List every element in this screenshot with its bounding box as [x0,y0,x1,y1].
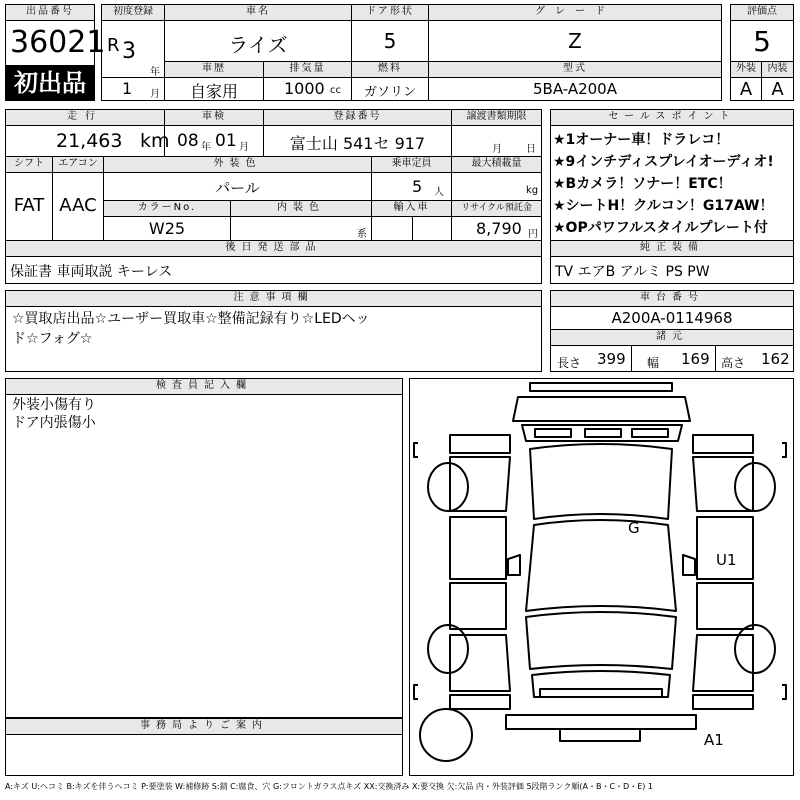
displacement-unit: cc [330,85,341,96]
inspection-year-unit: 年 [201,142,211,153]
grade-label: グレード [428,4,722,21]
first-reg-label: 初度登録 [101,4,165,21]
notes-label: 注意事項欄 [5,290,542,307]
shift-box [5,172,53,241]
door-label: ドア形状 [351,4,429,21]
color-no-box [103,216,231,241]
score-box [730,20,794,62]
later-parts-label: 後日発送部品 [5,240,542,257]
displacement-box [263,77,352,101]
first-reg-month: 1 [122,79,133,98]
first-reg-month-box [101,77,165,101]
score-value: 5 [753,25,771,58]
load-box [451,172,542,201]
grade-box [428,20,722,62]
door-value: 5 [383,29,397,53]
dims-divider-2 [715,346,716,371]
width-label: 幅 [647,356,660,370]
import-label: 輸入車 [371,200,452,217]
inspector-box [5,394,403,718]
fuel-value: ガソリン [363,85,416,100]
car-diagram-frame [409,378,794,776]
later-parts-value: 保証書 車両取説 キーレス [10,264,173,280]
load-label: 最大積載量 [451,156,542,173]
notes-line-1: ☆買取店出品☆ユーザー買取車☆整備記録有り☆LEDヘッ [12,311,370,327]
sales-box [550,125,794,241]
capacity-value: 5 [412,177,423,196]
interior-box [761,77,794,101]
height-value: 162 [761,350,790,368]
ac-value: AAC [59,195,97,216]
car-diagram [410,379,793,775]
first-reg-year: 3 [122,39,136,64]
chassis-box [550,306,794,330]
displacement-value: 1000 [284,79,325,98]
fuel-box [351,77,429,101]
inspection-month: 01 [215,131,237,151]
dims-divider-1 [631,346,632,371]
int-color-label: 内装色 [230,200,372,217]
notes-line-2: ド☆フォグ☆ [12,331,93,347]
car-name: ライズ [228,33,288,57]
sales-point-4: ★シートH！クルコン！G17AW！ [553,198,774,214]
inspection-year: 08 [177,131,199,151]
shift-value: FAT [13,195,45,216]
sales-point-3: ★Bカメラ！ソナー！ETC！ [553,176,732,192]
capacity-label: 乗車定員 [371,156,452,173]
recycle-label: リサイクル預託金 [451,200,542,217]
import-box [371,216,452,241]
grade-value: Z [568,29,582,53]
year-unit: 年 [150,67,160,78]
mileage-box [5,125,170,157]
dims-box [550,345,794,372]
lot-no-label: 出品番号 [5,4,95,21]
office-label: 事務局よりご案内 [5,718,403,735]
ac-box [52,172,104,241]
sales-point-1: ★1オーナー車！ドラレコ！ [553,132,730,148]
transfer-day-unit: 日 [526,144,536,155]
inspector-line-1: 外装小傷有り [12,397,96,413]
displacement-label: 排気量 [263,61,352,78]
sales-point-5: ★OPパワフルスタイルプレート付 [553,220,768,236]
chassis-label: 車台番号 [550,290,794,307]
plate-label: 登録番号 [263,109,452,126]
dims-label: 諸元 [550,329,794,346]
int-color-unit: 系 [357,229,367,240]
shift-label: シフト [5,156,53,173]
recycle-unit: 円 [528,229,538,240]
exterior-label: 外装 [730,61,762,78]
color-no-label: カラーNo. [103,200,231,217]
plate-value: 富士山 541セ 917 [289,134,426,153]
history-value: 自家用 [189,82,238,101]
ext-color-label: 外装色 [103,156,372,173]
import-divider [412,217,413,240]
color-no-value: W25 [148,219,186,238]
interior-value: A [771,79,784,100]
load-unit: kg [526,185,539,196]
history-box [164,77,264,101]
ac-label: エアコン [52,156,104,173]
equipment-box [550,256,794,284]
first-listing-text: 初出品 [14,69,86,97]
inspection-box [164,125,264,157]
model-value: 5BA-A200A [532,80,617,98]
damage-mark-right-door: U1 [716,551,737,569]
score-label: 評価点 [730,4,794,21]
first-listing-badge [5,65,95,101]
mileage-label: 走行 [5,109,165,126]
era: R [107,35,120,56]
transfer-label: 譲渡書類期限 [451,109,542,126]
inspector-label: 検査員記入欄 [5,378,403,395]
footer-legend: A:キズ U:ヘコミ B:キズを伴うヘコミ P:要塗装 W:補修跡 S:錆 C:腐食、穴 G:フロントガラス点キズ XX:交換済み X:要交換 欠:欠品 内・外装評価 5段階ランク順(A・B・C・D・E) 1 [5,782,654,791]
inspection-month-unit: 月 [239,142,249,153]
notes-box [5,306,542,372]
capacity-box [371,172,452,201]
later-parts-box [5,256,542,284]
damage-mark-rear: A1 [704,731,724,749]
history-label: 車歴 [164,61,264,78]
door-box [351,20,429,62]
inspector-line-2: ドア内張傷小 [12,415,96,431]
width-value: 169 [681,350,710,368]
height-label: 高さ [721,356,746,370]
interior-label: 内装 [761,61,794,78]
ext-color-value: パール [215,179,260,197]
sales-label: セールスポイント [550,109,794,126]
lot-no: 36021 [10,25,106,60]
exterior-box [730,77,762,101]
int-color-box [230,216,372,241]
transfer-box [451,125,542,157]
car-name-label: 車名 [164,4,352,21]
capacity-unit: 人 [434,187,444,198]
fuel-label: 燃料 [351,61,429,78]
month-unit: 月 [150,89,160,100]
first-reg-year-box [101,20,165,78]
lot-no-box [5,20,106,66]
ext-color-box [103,172,372,201]
model-box [428,77,722,101]
equipment-label: 純正装備 [550,240,794,257]
equipment-value: TV エアB アルミ PS PW [555,264,710,280]
chassis-number: A200A-0114968 [611,309,733,327]
mileage-unit: km [140,130,170,152]
mileage-value: 21,463 [56,130,123,152]
transfer-month-unit: 月 [492,144,502,155]
office-box [5,734,403,776]
model-label: 型式 [428,61,722,78]
recycle-box [451,216,542,241]
sales-point-2: ★9インチディスプレイオーディオ! [553,154,774,170]
plate-box [263,125,452,157]
recycle-value: 8,790 [476,219,522,238]
length-label: 長さ [557,356,582,370]
exterior-value: A [739,79,753,100]
inspection-label: 車検 [164,109,264,126]
car-name-box [164,20,352,62]
damage-mark-hood: G [628,519,640,537]
length-value: 399 [597,350,626,368]
